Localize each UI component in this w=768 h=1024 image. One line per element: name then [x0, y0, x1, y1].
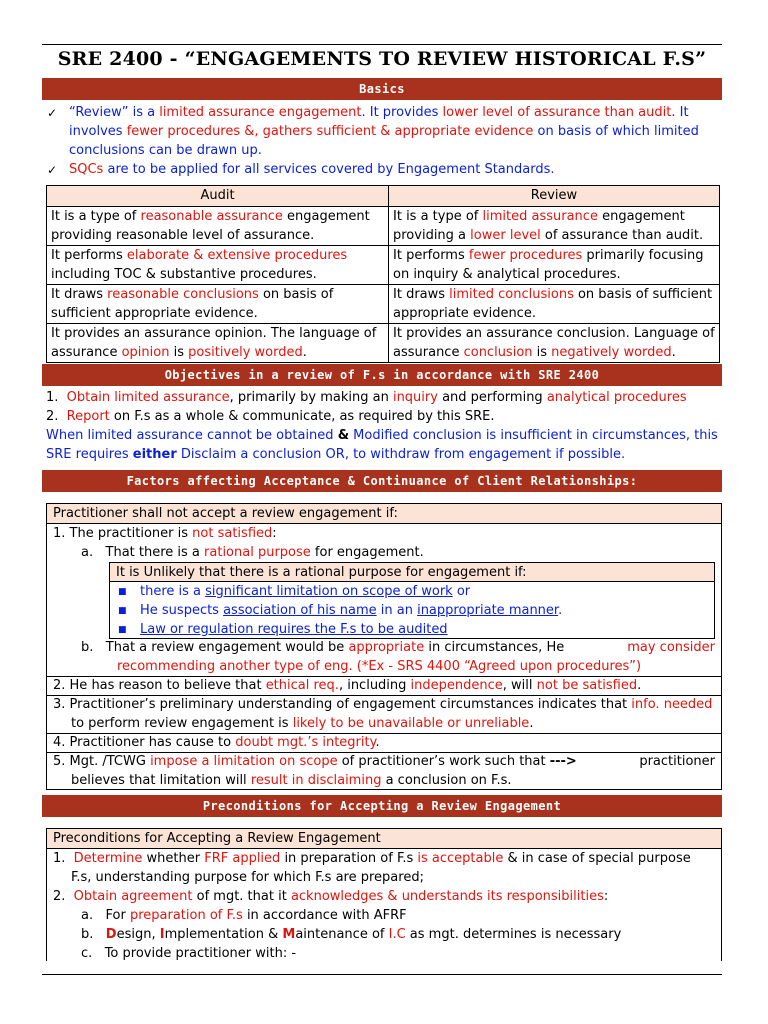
table-row [47, 207, 720, 246]
table-cell: It is a type of reasonable assurance engagement providing reasonable level of assurance. [47, 207, 389, 246]
rational-purpose-item: Law or regulation requires the F.s to be audited [140, 622, 448, 637]
bullet-icon: ■ [118, 625, 127, 635]
factor-item-2: 2. He has reason to believe that ethical req., including independence, will not be satisfied. [53, 678, 642, 693]
section-bar-preconditions: Preconditions for Accepting a Review Engagement [42, 795, 722, 817]
table-cell: It performs elaborate & extensive procedures including TOC & substantive procedures. [47, 246, 389, 285]
factor-item-1a: a. That there is a rational purpose for engagement. [81, 545, 424, 560]
factor-item-5: 5. Mgt. /TCWG impose a limitation on scope of practitioner’s work such that ---> practitioner believes that limitation will result in disclaiming a conclusion on F.s. [53, 754, 715, 788]
section-bar-objectives: Objectives in a review of F.s in accordance with SRE 2400 [42, 364, 722, 386]
precondition-item-1: 1. Determine whether FRF applied in preparation of F.s is acceptable & in case of special purpose F.s, understanding purpose for which F.s are prepared; [53, 851, 691, 885]
basics-paragraph-1: “Review” is a limited assurance engagement. It provides lower level of assurance than audit. It involves fewer procedures &, gathers sufficient & appropriate evidence on basis of which limited conclusions can be drawn up. [69, 105, 699, 158]
rational-purpose-item: He suspects association of his name in an inappropriate manner. [140, 603, 563, 618]
table-header-review: Review [389, 186, 720, 207]
table-cell: It draws limited conclusions on basis of sufficient appropriate evidence. [389, 285, 720, 324]
table-row [47, 324, 720, 363]
preconditions-box [46, 828, 722, 961]
bullet-icon: ■ [118, 587, 127, 597]
section-bar-basics: Basics [42, 78, 722, 100]
precondition-item-2: 2. Obtain agreement of mgt. that it acknowledges & understands its responsibilities: [53, 889, 609, 904]
page-title: SRE 2400 - “ENGAGEMENTS TO REVIEW HISTORICAL F.S” [57, 48, 707, 70]
factors-box [46, 503, 722, 790]
table-row [47, 246, 720, 285]
preconditions-box-header: Preconditions for Accepting a Review Engagement [47, 829, 721, 848]
factor-item-3: 3. Practitioner’s preliminary understanding of engagement circumstances indicates that info. needed to perform review engagement is likely to be unavailable or unreliable. [53, 697, 713, 731]
factor-item-1b: b. That a review engagement would be appropriate in circumstances, He may consider recommending another type of eng. (*Ex - SRS 4400 “Agreed upon procedures”) [81, 640, 715, 674]
rational-purpose-box [109, 562, 715, 639]
top-rule [42, 44, 722, 45]
basics-paragraph-2: SQCs are to be applied for all services covered by Engagement Standards. [69, 162, 555, 177]
audit-review-table [46, 185, 720, 363]
bullet-icon: ■ [118, 606, 127, 616]
table-cell: It provides an assurance opinion. The language of assurance opinion is positively worded. [47, 324, 389, 363]
objective-note-line-2: SRE requires either Disclaim a conclusion OR, to withdraw from engagement if possible. [46, 447, 626, 462]
table-cell: It draws reasonable conclusions on basis of sufficient appropriate evidence. [47, 285, 389, 324]
factors-box-header: Practitioner shall not accept a review engagement if: [47, 504, 721, 523]
section-bar-factors: Factors affecting Acceptance & Continuance of Client Relationships: [42, 470, 722, 492]
bottom-rule [42, 974, 722, 975]
rational-purpose-header: It is Unlikely that there is a rational purpose for engagement if: [110, 563, 714, 581]
table-cell: It is a type of limited assurance engagement providing a lower level of assurance than audit. [389, 207, 720, 246]
table-cell: It performs fewer procedures primarily focusing on inquiry & analytical procedures. [389, 246, 720, 285]
precondition-item-2c: c. To provide practitioner with: - [81, 946, 297, 961]
factor-item-1: 1. The practitioner is not satisfied: [53, 526, 277, 541]
precondition-item-2b: b. Design, Implementation & Maintenance of I.C as mgt. determines is necessary [81, 927, 622, 942]
objective-item-1: 1. Obtain limited assurance, primarily by making an inquiry and performing analytical procedures [46, 390, 687, 405]
objective-note-line-1: When limited assurance cannot be obtained & Modified conclusion is insufficient in circumstances, this [46, 428, 718, 443]
table-row [47, 285, 720, 324]
rational-purpose-item: there is a significant limitation on scope of work or [140, 584, 471, 599]
table-cell: It provides an assurance conclusion. Language of assurance conclusion is negatively worded. [389, 324, 720, 363]
table-header-audit: Audit [47, 186, 389, 207]
check-icon: ✓ [47, 163, 58, 177]
check-icon: ✓ [47, 106, 58, 120]
objective-item-2: 2. Report on F.s as a whole & communicate, as required by this SRE. [46, 409, 495, 424]
factor-item-4: 4. Practitioner has cause to doubt mgt.’s integrity. [53, 735, 380, 750]
precondition-item-2a: a. For preparation of F.s in accordance with AFRF [81, 908, 407, 923]
